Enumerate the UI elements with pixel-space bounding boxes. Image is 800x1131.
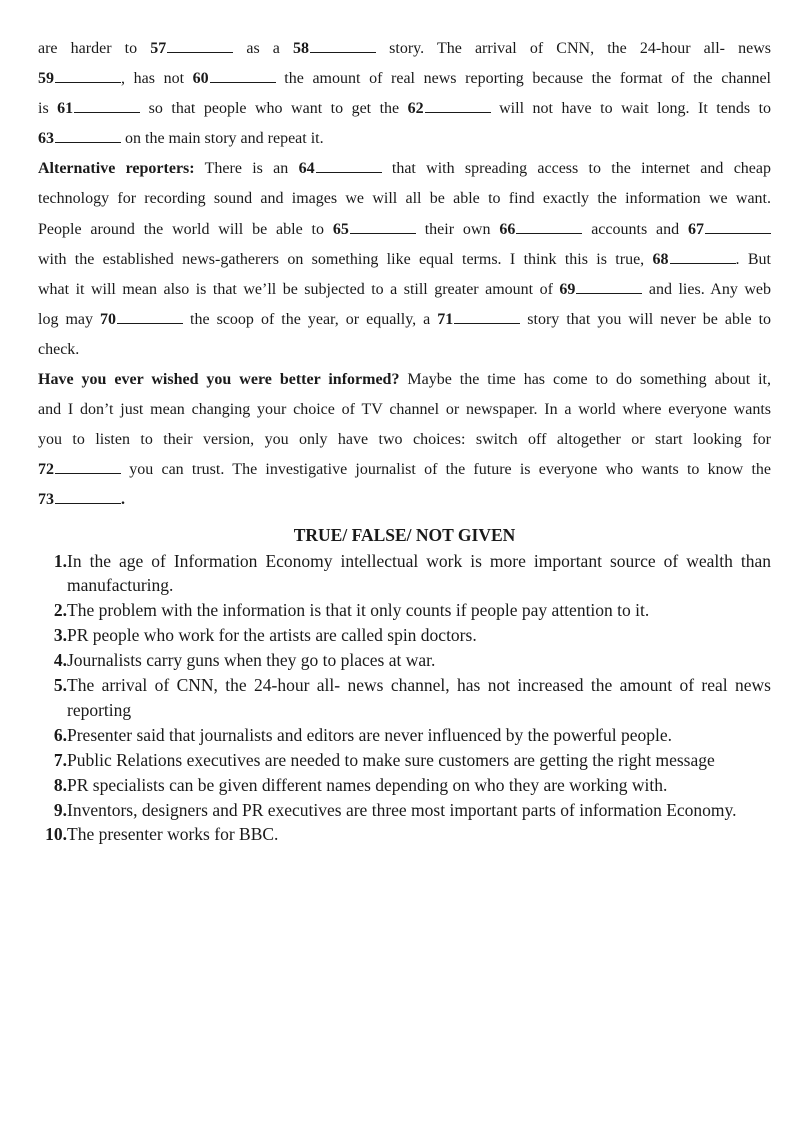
gap-fill-passage bbox=[38, 34, 771, 516]
passage-text: on the main story and repeat it. bbox=[121, 130, 324, 148]
statement-text: Journalists carry guns when they go to places at war. bbox=[67, 650, 436, 671]
passage-line bbox=[38, 395, 771, 425]
passage-line bbox=[38, 365, 771, 395]
passage-text: story. The arrival of CNN, the 24-hour all- news bbox=[376, 40, 771, 57]
passage-line bbox=[38, 184, 771, 214]
passage-text: There is an bbox=[194, 160, 299, 178]
passage-line bbox=[38, 34, 771, 64]
passage-text: are harder to bbox=[38, 40, 151, 57]
passage-text: check. bbox=[38, 340, 80, 358]
passage-line bbox=[38, 425, 771, 455]
statement-item bbox=[38, 798, 771, 823]
question-number: 71 bbox=[437, 310, 454, 328]
statement-item bbox=[38, 822, 771, 847]
answer-blank[interactable] bbox=[316, 159, 382, 173]
answer-blank[interactable] bbox=[117, 310, 183, 324]
bold-lead-in: . bbox=[121, 491, 125, 509]
question-number: 57 bbox=[150, 40, 167, 57]
statement-text: In the age of Information Economy intellectual work is more important source of wealth than manufacturing. bbox=[67, 550, 771, 596]
passage-text: story that you will never be able to bbox=[520, 310, 772, 328]
passage-line bbox=[38, 485, 771, 515]
statement-number: 9. bbox=[53, 799, 67, 820]
passage-line bbox=[38, 275, 771, 305]
passage-text: is bbox=[38, 100, 58, 118]
passage-text: so that people who want to get the bbox=[140, 100, 408, 118]
answer-blank[interactable] bbox=[55, 460, 121, 474]
passage-text: accounts and bbox=[582, 220, 689, 238]
statement-number: 2. bbox=[53, 600, 67, 621]
answer-blank[interactable] bbox=[350, 220, 416, 234]
passage-text: as a bbox=[233, 40, 294, 57]
passage-text: with the established news-gatherers on something like equal terms. I think this is true, bbox=[38, 250, 653, 268]
passage-text: what it will mean also is that we’ll be subjected to a still greater amount of bbox=[38, 280, 560, 298]
passage-text: the scoop of the year, or equally, a bbox=[183, 310, 438, 328]
statement-text: Inventors, designers and PR executives are three most important parts of information Economy. bbox=[67, 799, 737, 820]
statement-item bbox=[38, 623, 771, 648]
statement-item bbox=[38, 673, 771, 723]
question-number: 73 bbox=[38, 491, 54, 509]
answer-blank[interactable] bbox=[55, 490, 121, 504]
question-number: 65 bbox=[332, 220, 349, 238]
statement-number: 8. bbox=[53, 774, 67, 795]
passage-line bbox=[38, 455, 771, 485]
answer-blank[interactable] bbox=[55, 129, 121, 143]
answer-blank[interactable] bbox=[454, 310, 520, 324]
question-number: 69 bbox=[559, 280, 576, 298]
passage-text: you to listen to their version, you only have two choices: switch off altogether or start looking for bbox=[38, 431, 771, 449]
question-number: 62 bbox=[407, 100, 424, 118]
statement-item bbox=[38, 748, 771, 773]
statement-list bbox=[38, 549, 771, 848]
statement-text: Public Relations executives are needed to make sure customers are getting the right message bbox=[67, 749, 715, 770]
answer-blank[interactable] bbox=[576, 280, 642, 294]
passage-text: the amount of real news reporting because the format of the channel bbox=[275, 70, 771, 88]
statement-text: PR people who work for the artists are called spin doctors. bbox=[67, 625, 477, 646]
statement-text: The problem with the information is that it only counts if people pay attention to it. bbox=[67, 600, 650, 621]
passage-text: their own bbox=[415, 220, 500, 238]
statement-number: 4. bbox=[53, 650, 67, 671]
passage-line bbox=[38, 335, 771, 365]
statement-item bbox=[38, 549, 771, 599]
answer-blank[interactable] bbox=[705, 220, 771, 234]
passage-text: People around the world will be able to bbox=[38, 220, 333, 238]
statement-text: PR specialists can be given different names depending on who they are working with. bbox=[67, 774, 668, 795]
section-heading: TRUE/ FALSE/ NOT GIVEN bbox=[293, 524, 516, 545]
passage-line bbox=[38, 215, 771, 245]
passage-line bbox=[38, 305, 771, 335]
passage-text: you can trust. The investigative journalist of the future is everyone who wants to know the bbox=[121, 461, 771, 479]
statement-item bbox=[38, 648, 771, 673]
statement-text: The arrival of CNN, the 24-hour all- news channel, has not increased the amount of real news reporting bbox=[67, 675, 771, 720]
passage-line bbox=[38, 94, 771, 124]
statement-text: The presenter works for BBC. bbox=[67, 824, 279, 845]
passage-text: log may bbox=[38, 310, 101, 328]
statement-item bbox=[38, 598, 771, 623]
passage-text: will not have to wait long. It tends to bbox=[490, 100, 772, 118]
question-number: 68 bbox=[652, 250, 669, 268]
question-number: 63 bbox=[38, 130, 54, 148]
question-number: 61 bbox=[57, 100, 74, 118]
statement-number: 3. bbox=[53, 625, 67, 646]
bold-lead-in: Have you ever wished you were better informed? bbox=[38, 371, 400, 389]
statement-number: 10. bbox=[45, 824, 67, 845]
answer-blank[interactable] bbox=[516, 220, 582, 234]
answer-blank[interactable] bbox=[310, 39, 376, 53]
answer-blank[interactable] bbox=[425, 99, 491, 113]
statement-item bbox=[38, 773, 771, 798]
question-number: 72 bbox=[38, 461, 54, 479]
statement-number: 1. bbox=[53, 550, 67, 571]
passage-text: Maybe the time has come to do something about it, bbox=[399, 371, 771, 389]
statement-number: 7. bbox=[53, 749, 67, 770]
statement-number: 6. bbox=[53, 724, 67, 745]
question-number: 66 bbox=[499, 220, 516, 238]
question-number: 60 bbox=[192, 70, 209, 88]
question-number: 67 bbox=[688, 220, 705, 238]
passage-text: and I don’t just mean changing your choice of TV channel or newspaper. In a world where everyone wants bbox=[38, 401, 771, 419]
passage-text: . But bbox=[735, 250, 771, 268]
question-number: 59 bbox=[38, 70, 54, 88]
answer-blank[interactable] bbox=[167, 39, 233, 53]
statement-text: Presenter said that journalists and editors are never influenced by the powerful people. bbox=[67, 724, 673, 745]
passage-text: and lies. Any web bbox=[642, 280, 771, 298]
document-page bbox=[38, 34, 771, 847]
question-number: 58 bbox=[293, 40, 310, 57]
passage-text: , has not bbox=[121, 70, 193, 88]
statement-number: 5. bbox=[53, 675, 67, 696]
passage-line bbox=[38, 245, 771, 275]
answer-blank[interactable] bbox=[55, 69, 121, 83]
passage-text: technology for recording sound and images we will all be able to find exactly the information we want. bbox=[38, 190, 771, 208]
question-number: 70 bbox=[100, 310, 117, 328]
passage-line bbox=[38, 64, 771, 94]
answer-blank[interactable] bbox=[210, 69, 276, 83]
bold-lead-in: Alternative reporters: bbox=[38, 160, 195, 178]
statement-item bbox=[38, 723, 771, 748]
passage-line bbox=[38, 124, 771, 154]
passage-text: that with spreading access to the internet and cheap bbox=[381, 160, 771, 178]
question-number: 64 bbox=[298, 160, 315, 178]
answer-blank[interactable] bbox=[74, 99, 140, 113]
passage-line bbox=[38, 154, 771, 184]
answer-blank[interactable] bbox=[670, 250, 736, 264]
